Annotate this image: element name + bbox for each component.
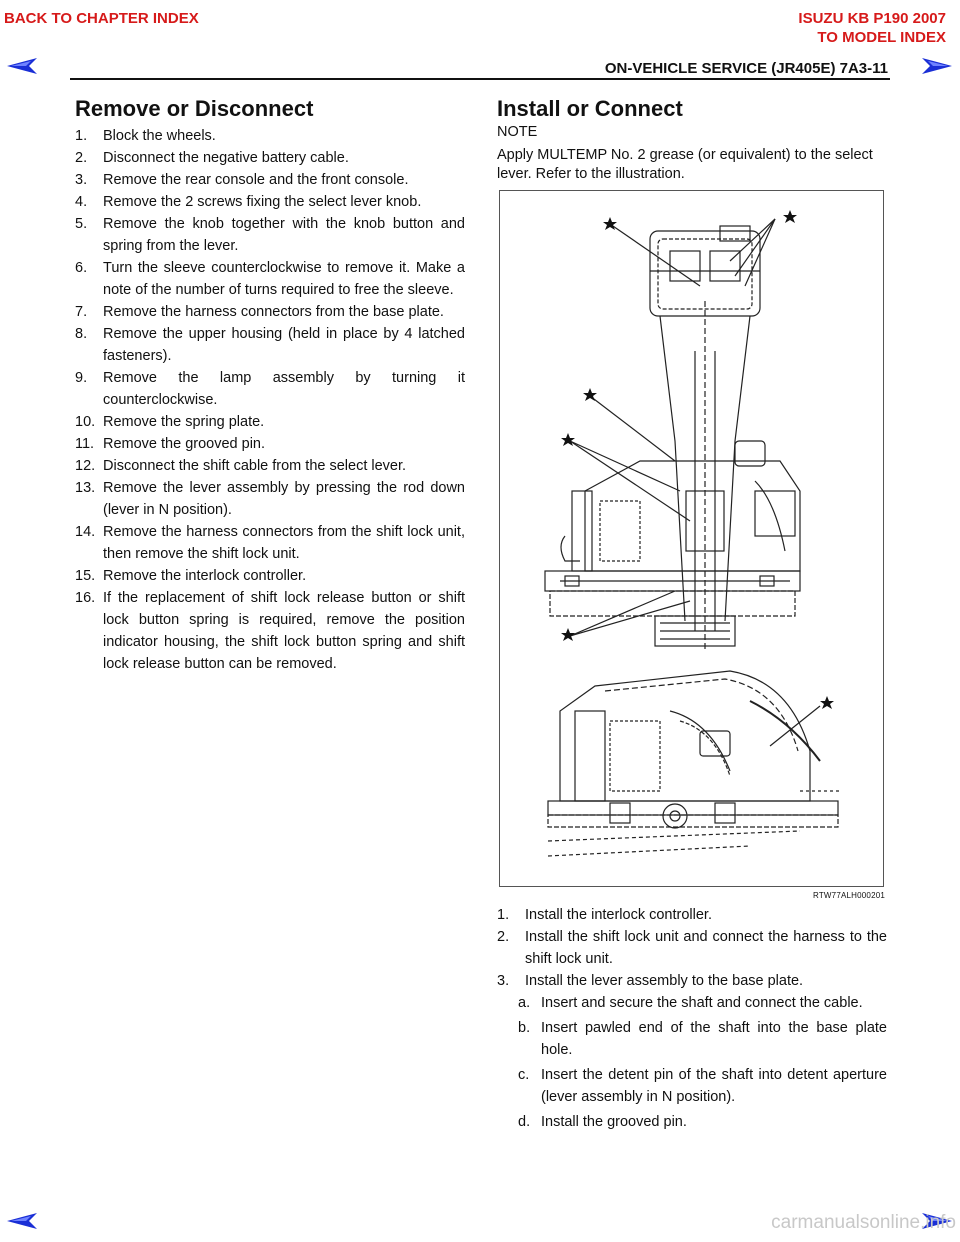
remove-step-number: 2.	[75, 150, 88, 166]
remove-step-number: 1.	[75, 128, 88, 144]
install-sub-step-number: a.	[518, 995, 531, 1011]
remove-step	[75, 433, 465, 455]
remove-step-text: Disconnect the negative battery cable.	[103, 150, 349, 166]
remove-step-number: 11.	[75, 436, 95, 452]
watermark: carmanualsonline.info	[771, 1212, 956, 1233]
remove-step-number: 16.	[75, 590, 96, 606]
to-model-index-link[interactable]: TO MODEL INDEX	[817, 29, 946, 46]
back-to-chapter-index-link[interactable]: BACK TO CHAPTER INDEX	[4, 10, 199, 27]
remove-step	[75, 301, 465, 323]
remove-step-number: 3.	[75, 172, 88, 188]
remove-step	[75, 455, 465, 477]
remove-step	[75, 565, 465, 587]
remove-or-disconnect-heading: Remove or Disconnect	[75, 96, 314, 121]
install-step	[497, 904, 887, 926]
install-step-text: Install the interlock controller.	[525, 907, 712, 923]
note-text: Apply MULTEMP No. 2 grease (or equivalent) to the select lever. Refer to the illustration.	[497, 147, 873, 182]
install-step-number: 2.	[497, 929, 510, 945]
install-step	[497, 970, 887, 992]
remove-step	[75, 191, 465, 213]
install-sub-step	[518, 1064, 887, 1108]
note-label: NOTE	[497, 124, 538, 140]
remove-step-number: 4.	[75, 194, 88, 210]
remove-step-number: 12.	[75, 458, 96, 474]
remove-step-number: 9.	[75, 370, 88, 386]
install-step-text: Install the lever assembly to the base plate.	[525, 973, 804, 989]
remove-step-text: Remove the grooved pin.	[103, 436, 266, 452]
install-sub-step	[518, 992, 887, 1014]
remove-step	[75, 125, 465, 147]
remove-step-number: 7.	[75, 304, 88, 320]
remove-step-number: 8.	[75, 326, 88, 342]
previous-page-arrow-icon[interactable]	[7, 58, 37, 74]
remove-step-number: 10.	[75, 414, 96, 430]
remove-step	[75, 477, 465, 521]
install-sub-step-text: Insert the detent pin of the shaft into detent aperture (lever assembly in N position).	[541, 1067, 887, 1105]
install-step	[497, 926, 887, 970]
remove-step	[75, 323, 465, 367]
remove-step-text: Remove the upper housing (held in place by 4 latched fasteners).	[103, 326, 465, 364]
remove-step-text: Remove the lamp assembly by turning it counterclockwise.	[103, 370, 465, 408]
remove-step	[75, 213, 465, 257]
remove-step	[75, 367, 465, 411]
install-sub-steps-list	[518, 992, 887, 1136]
remove-step-text: Remove the harness connectors from the base plate.	[103, 304, 444, 320]
remove-step-text: Remove the harness connectors from the shift lock unit, then remove the shift lock unit.	[103, 524, 465, 562]
install-sub-step-number: b.	[518, 1020, 531, 1036]
remove-step-text: Remove the interlock controller.	[103, 568, 307, 584]
remove-step-text: If the replacement of shift lock release button or shift lock button spring is required, remove the position indicator housing, the shift lock button spring and shift lock release button can be removed.	[103, 590, 465, 672]
remove-step	[75, 169, 465, 191]
remove-step-number: 5.	[75, 216, 88, 232]
remove-step-number: 15.	[75, 568, 96, 584]
remove-step-text: Remove the 2 screws fixing the select lever knob.	[103, 194, 422, 210]
install-or-connect-heading: Install or Connect	[497, 96, 683, 121]
remove-step	[75, 147, 465, 169]
remove-step-text: Remove the rear console and the front console.	[103, 172, 409, 188]
install-sub-step-number: c.	[518, 1067, 530, 1083]
install-sub-step-number: d.	[518, 1114, 531, 1130]
remove-step-number: 13.	[75, 480, 96, 496]
install-sub-step-text: Install the grooved pin.	[541, 1114, 687, 1130]
remove-step	[75, 521, 465, 565]
select-lever-illustration	[499, 190, 884, 887]
figure-code: RTW77ALH000201	[813, 891, 886, 900]
install-sub-step	[518, 1111, 887, 1133]
remove-step-text: Remove the knob together with the knob button and spring from the lever.	[103, 216, 465, 254]
install-sub-step	[518, 1017, 887, 1061]
install-sub-step-text: Insert pawled end of the shaft into the base plate hole.	[541, 1020, 887, 1058]
next-page-arrow-icon[interactable]	[922, 58, 952, 74]
model-title-link[interactable]: ISUZU KB P190 2007	[798, 10, 946, 27]
remove-step-text: Turn the sleeve counterclockwise to remove it. Make a note of the number of turns required to free the sleeve.	[103, 260, 465, 298]
remove-step	[75, 411, 465, 433]
select-lever-drawing	[500, 191, 883, 886]
install-sub-step-text: Insert and secure the shaft and connect the cable.	[541, 995, 863, 1011]
remove-step-number: 14.	[75, 524, 96, 540]
remove-step	[75, 257, 465, 301]
remove-step-text: Disconnect the shift cable from the select lever.	[103, 458, 407, 474]
header-rule	[70, 78, 890, 80]
install-step-number: 3.	[497, 973, 510, 989]
remove-step	[75, 587, 465, 675]
remove-step-text: Remove the lever assembly by pressing the rod down (lever in N position).	[103, 480, 465, 518]
install-steps-list	[497, 904, 887, 992]
remove-steps-list	[75, 125, 465, 675]
remove-step-number: 6.	[75, 260, 88, 276]
install-step-number: 1.	[497, 907, 510, 923]
remove-step-text: Block the wheels.	[103, 128, 216, 144]
page-header-title: ON-VEHICLE SERVICE (JR405E) 7A3-11	[604, 60, 888, 77]
install-step-text: Install the shift lock unit and connect the harness to the shift lock unit.	[525, 929, 887, 967]
previous-page-arrow-icon[interactable]	[7, 1213, 37, 1229]
remove-step-text: Remove the spring plate.	[103, 414, 265, 430]
